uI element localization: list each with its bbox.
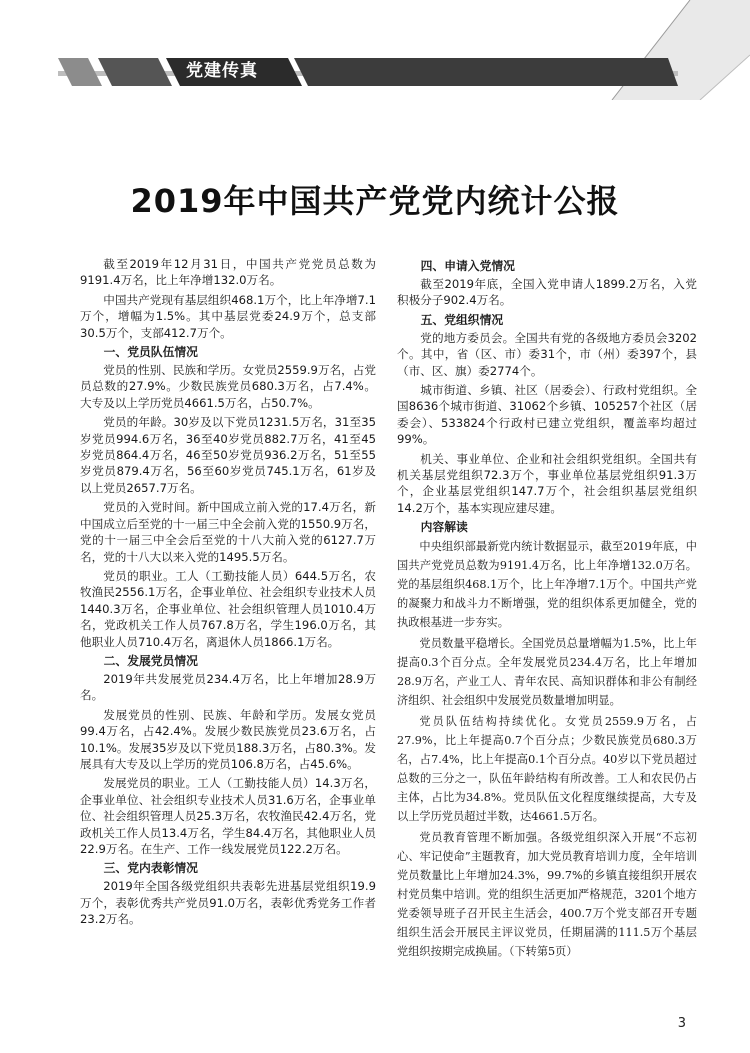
section-heading: 四、申请入党情况 (420, 259, 515, 273)
paragraph: 发展党员的职业。工人（工勤技能人员）14.3万名，企事业单位、社会组织专业技术人员31.6万名，企事业单位、社会组织管理人员25.3万名，农牧渔民42.4万名，党政机关工作人员13.4万名，学生84.4万名，其他职业人员22.9万名。在生产、工作一线发展党员122.2万名。 (80, 776, 376, 856)
section-label: 党建传真 (186, 61, 258, 81)
section-banner (58, 58, 678, 86)
paragraph: 党员的入党时间。新中国成立前入党的17.4万名，新中国成立后至党的十一届三中全会前入党的1550.9万名，党的十一届三中全会后至党的十八大前入党的6127.7万名，党的十八大以来入党的1495.5万名。 (80, 500, 376, 564)
section-heading: 五、党组织情况 (420, 312, 504, 327)
paragraph: 2019年共发展党员234.4万名，比上年增加28.9万名。 (80, 671, 376, 703)
section-heading: 二、发展党员情况 (103, 653, 198, 668)
article-title: 2019年中国共产党党内统计公报 (130, 182, 620, 221)
paragraph: 机关、事业单位、企业和社会组织党组织。全国共有机关基层党组织72.3万个，事业单位基层党组织91.3万个，企业基层党组织147.7万个，社会组织基层党组织14.2万个，基本实现应建尽建。 (397, 451, 697, 515)
right-column (397, 256, 697, 963)
interpretation-heading: 内容解读 (420, 520, 468, 535)
section-heading: 三、党内表彰情况 (103, 861, 198, 876)
page-number: 3 (677, 1016, 686, 1031)
paragraph: 截至2019年12月31日，中国共产党党员总数为9191.4万名，比上年净增132.0万名。 (80, 257, 376, 288)
paragraph: 发展党员的性别、民族、年龄和学历。发展女党员99.4万名，占42.4%。发展少数民族党员23.6万名，占10.1%。发展35岁及以下党员188.3万名，占80.3%。发展具有大专及以上学历的党员106.8万名，占45.6%。 (80, 707, 376, 771)
paragraph: 党员队伍结构持续优化。女党员2559.9万名，占27.9%，比上年提高0.7个百分点；少数民族党员680.3万名，占7.4%，比上年提高0.1个百分点。40岁以下党员超过总数的三分之一，队伍年龄结构有所改善。工人和农民仍占主体，占比为34.8%。党员队伍文化程度继续提高，大专及以上学历党员超过半数，达4661.5万名。 (397, 715, 697, 824)
paragraph: 党员的性别、民族和学历。女党员2559.9万名，占党员总数的27.9%。少数民族党员680.3万名，占7.4%。大专及以上学历党员4661.5万名，占50.7%。 (80, 363, 376, 410)
paragraph: 党员的年龄。30岁及以下党员1231.5万名，31至35岁党员994.6万名，36至40岁党员882.7万名，41至45岁党员864.4万名，46至50岁党员936.2万名，51至55岁党员879.4万名，56至60岁党员745.1万名，61岁及以上党员2657.7万名。 (80, 415, 376, 495)
paragraph: 截至2019年底，全国入党申请人1899.2万名，入党积极分子902.4万名。 (397, 277, 697, 308)
paragraph: 中央组织部最新党内统计数据显示，截至2019年底，中国共产党党员总数为9191.4万名，比上年净增132.0万名。党的基层组织468.1万个，比上年净增7.1万个。中国共产党的凝聚力和战斗力不断增强，党的组织体系更加健全，党的执政根基进一步夯实。 (397, 540, 697, 630)
paragraph: 中国共产党现有基层组织468.1万个，比上年净增7.1万个，增幅为1.5%。其中基层党委24.9万个，总支部30.5万个，支部412.7万个。 (80, 292, 376, 340)
paragraph: 城市街道、乡镇、社区（居委会）、行政村党组织。全国8636个城市街道、31062个乡镇、105257个社区（居委会）、533824个行政村已建立党组织，覆盖率均超过99%。 (397, 383, 697, 447)
left-column (80, 256, 376, 931)
paragraph: 2019年全国各级党组织共表彰先进基层党组织19.9万个，表彰优秀共产党员91.0万名，表彰优秀党务工作者23.2万名。 (80, 879, 376, 927)
section-heading: 一、党员队伍情况 (103, 345, 198, 360)
paragraph: 党的地方委员会。全国共有党的各级地方委员会3202个。其中，省（区、市）委31个，市（州）委397个，县（市、区、旗）委2774个。 (397, 330, 697, 378)
paragraph: 党员数量平稳增长。全国党员总量增幅为1.5%，比上年提高0.3个百分点。全年发展党员234.4万名，比上年增加28.9万名，产业工人、青年农民、高知识群体和非公有制经济组织、社会组织中发展党员数量增加明显。 (397, 637, 697, 708)
interpretation-section (397, 537, 697, 961)
paragraph: 党员教育管理不断加强。各级党组织深入开展“不忘初心、牢记使命”主题教育，加大党员教育培训力度，全年培训党员数量比上年增加24.3%，99.7%的乡镇直接组织开展农村党员集中培训。党的组织生活更加严格规范，3201个地方党委领导班子召开民主生活会，400.7万个党支部召开专题组织生活会开展民主评议党员，任期届满的111.5万个基层党组织按期完成换届。（下转第5页） (397, 831, 697, 959)
paragraph: 党员的职业。工人（工勤技能人员）644.5万名，农牧渔民2556.1万名，企事业单位、社会组织专业技术人员1440.3万名，企事业单位、社会组织管理人员1010.4万名，党政机关工作人员767.8万名，学生196.0万名，其他职业人员710.4万名，离退休人员1866.1万名。 (80, 568, 376, 649)
